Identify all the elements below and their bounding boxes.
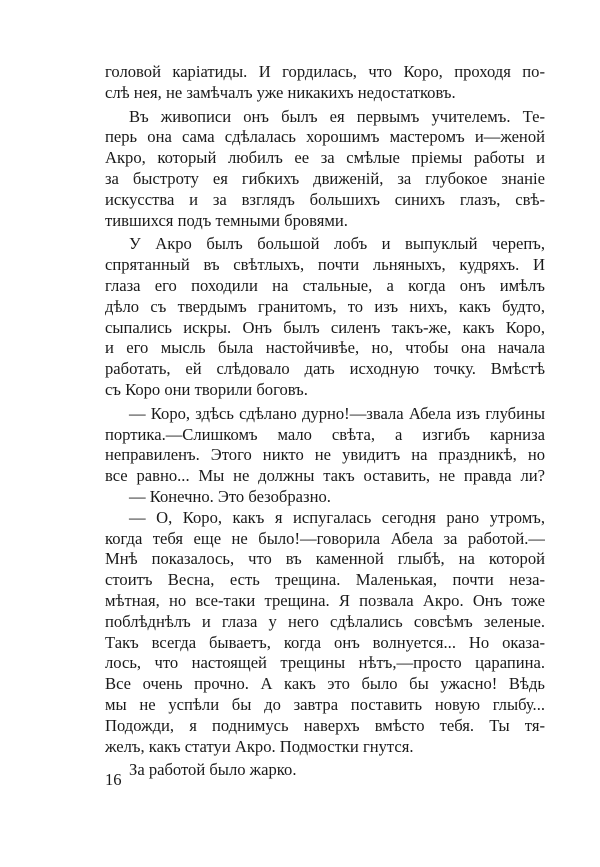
text-line: стоитъ Весна, есть трещина. Маленькая, почти неза- [105,570,545,590]
text-line: глаза его походили на стальные, а когда онъ имѣлъ [105,275,545,295]
text-line: Мнѣ показалось, что въ каменной глыбѣ, на которой [105,549,545,569]
text-line: мѣтная, но все-таки трещина. Я позвала Акро. Онъ тоже [105,590,545,610]
text-line: желъ, какъ статуи Акро. Подмостки гнутся. [105,736,414,756]
page-number: 16 [105,770,122,789]
text-line: искусства и за взглядъ большихъ синихъ глазъ, свѣ- [105,189,545,209]
text-line: съ Коро они творили боговъ. [105,379,308,399]
text-line: все равно... Мы не должны такъ оставить, не правда ли? [105,466,545,486]
text-line: Такъ всегда бываетъ, когда онъ волнуется... Но оказа- [105,632,545,652]
text-line: за быстроту ея гибкихъ движеній, за глубокое знаніе [105,168,545,188]
text-line: работать, ей слѣдовало дать исходную точку. Вмѣстѣ [105,359,545,379]
text-line: портика.—Слишкомъ мало свѣта, а изгибъ карниза [105,424,545,444]
text-line: и его мысль была настойчивѣе, но, чтобы она начала [105,338,545,358]
text-line: За работой было жарко. [129,760,297,780]
text-line: слѣ нея, не замѣчалъ уже никакихъ недостатковъ. [105,82,456,102]
text-line: Въ живописи онъ былъ ея первымъ учителемъ. Те- [129,106,545,126]
text-line: дѣло съ твердымъ гранитомъ, то изъ нихъ, какъ будто, [105,296,545,316]
text-line: поблѣднѣлъ и глаза у него сдѣлались совсѣмъ зеленые. [105,611,545,631]
text-line: У Акро былъ большой лобъ и выпуклый черепъ, [129,234,545,254]
text-line: — Конечно. Это безобразно. [129,486,331,506]
text-line: сыпались искры. Онъ былъ силенъ такъ-же, какъ Коро, [105,317,545,337]
text-line: мы не успѣли бы до завтра поставить новую глыбу... [105,694,545,714]
text-line: — Коро, здѣсь сдѣлано дурно!—звала Абела изъ глубины [129,403,545,423]
text-line: лось, что настоящей трещины нѣтъ,—просто царапина. [105,653,545,673]
text-line: спрятанный въ свѣтлыхъ, почти льняныхъ, кудряхъ. И [105,255,545,275]
page-text-block [105,62,545,781]
text-line: Подожди, я поднимусь наверхъ вмѣсто тебя. Ты тя- [105,715,545,735]
text-line: когда тебя еще не было!—говорила Абела за работой.— [105,528,545,548]
text-line: головой каріатиды. И гордилась, что Коро, проходя по- [105,62,545,81]
text-line: Все очень прочно. А какъ это было бы ужасно! Вѣдь [105,674,545,694]
text-line: тившихся подъ темными бровями. [105,210,348,230]
text-line: неправиленъ. Этого никто не увидитъ на праздникѣ, но [105,445,545,465]
text-line: — О, Коро, какъ я испугалась сегодня рано утромъ, [129,507,545,527]
text-line: Акро, который любилъ ее за смѣлые пріемы работы и [105,148,545,168]
text-line: перь она сама сдѣлалась хорошимъ мастеромъ и—женой [105,127,545,147]
